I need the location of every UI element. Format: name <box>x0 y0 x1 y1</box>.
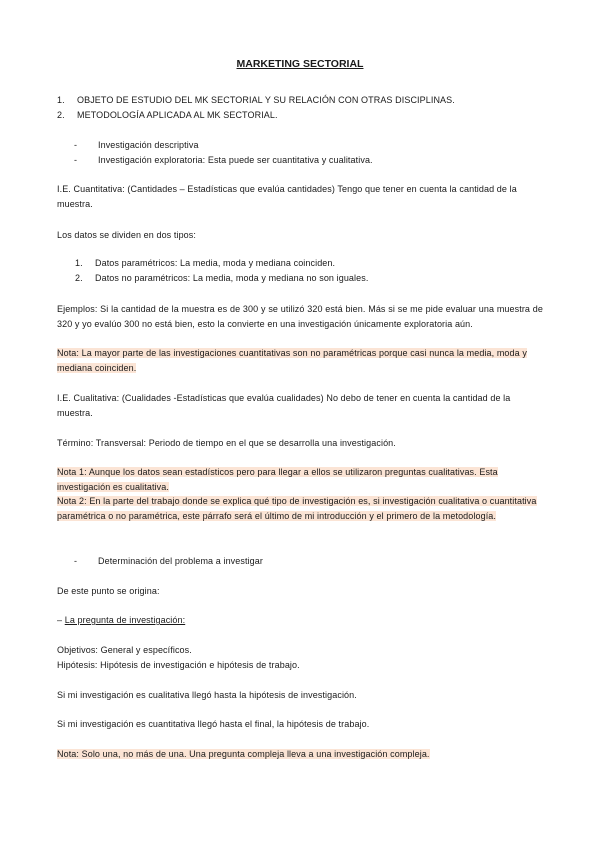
list-item-text: Determinación del problema a investigar <box>98 556 263 566</box>
paragraph-termino: Término: Transversal: Periodo de tiempo en el que se desarrolla una investigación. <box>57 438 396 448</box>
outline-text: METODOLOGÍA APLICADA AL MK SECTORIAL. <box>77 110 278 120</box>
list-item <box>57 271 561 286</box>
subheading-text: La pregunta de investigación: <box>64 615 186 625</box>
subheading-pregunta <box>57 613 543 628</box>
outline-text: OBJETO DE ESTUDIO DEL MK SECTORIAL Y SU RELACIÓN CON OTRAS DISCIPLINAS. <box>77 95 455 105</box>
paragraph-origina: De este punto se origina: <box>57 586 160 596</box>
list-item <box>57 256 561 271</box>
paragraph-objetivos: Objetivos: General y específicos. <box>57 645 192 655</box>
list-item <box>57 138 543 153</box>
outline-number: 1. <box>57 95 65 105</box>
list-item-text: Datos no paramétricos: La media, moda y mediana no son iguales. <box>95 273 369 283</box>
list-number: 1. <box>75 258 83 268</box>
paragraph-si-cualitativa: Si mi investigación es cualitativa llegó hasta la hipótesis de investigación. <box>57 690 357 700</box>
list-item-text: Datos paramétricos: La media, moda y mediana coinciden. <box>95 258 336 268</box>
note-final <box>57 747 543 762</box>
outline-item <box>57 108 543 123</box>
highlighted-note-text: Nota 2: En la parte del trabajo donde se explica qué tipo de investigación es, si investigación cualitativa o cuantitativa paramétrica o no paramétrica, este párrafo será el último de mi introducción y el primero de la metodología. <box>57 496 537 521</box>
note-2 <box>57 494 543 524</box>
highlighted-note-text: Nota: Solo una, no más de una. Una pregunta compleja lleva a una investigación compleja. <box>57 749 430 759</box>
note-1 <box>57 465 543 495</box>
paragraph-hipotesis: Hipótesis: Hipótesis de investigación e hipótesis de trabajo. <box>57 660 300 670</box>
subheading-prefix: – <box>57 615 65 625</box>
page-title: MARKETING SECTORIAL <box>236 58 364 70</box>
list-item-text: Investigación exploratoria: Esta puede ser cuantitativa y cualitativa. <box>98 155 373 165</box>
paragraph-ejemplos: Ejemplos: Si la cantidad de la muestra es de 300 y se utilizó 320 está bien. Más si se me pide evaluar una muestra de 320 y yo evalúo 300 no está bien, esto la convierte en una investigación únicamente exploratoria aún. <box>57 304 543 329</box>
paragraph-si-cuantitativa: Si mi investigación es cuantitativa llegó hasta el final, la hipótesis de trabajo. <box>57 719 370 729</box>
paragraph-datos-intro: Los datos se dividen en dos tipos: <box>57 230 196 240</box>
note-parametricas <box>57 346 543 376</box>
outline-number: 2. <box>57 110 65 120</box>
highlighted-note-text: Nota: La mayor parte de las investigaciones cuantitativas son no paramétricas porque casi nunca la media, moda y mediana coinciden. <box>57 348 527 373</box>
paragraph-ie-cualitativa: I.E. Cualitativa: (Cualidades -Estadísticas que evalúa cualidades) No debo de tener en cuenta la cantidad de la muestra. <box>57 393 511 418</box>
list-item <box>57 554 543 569</box>
list-item <box>57 153 543 168</box>
dash-bullet: - <box>74 155 78 165</box>
dash-bullet: - <box>74 140 78 150</box>
list-item-text: Investigación descriptiva <box>98 140 199 150</box>
outline-item <box>57 93 543 108</box>
dash-bullet: - <box>74 556 78 566</box>
list-number: 2. <box>75 273 83 283</box>
paragraph-ie-cuantitativa: I.E. Cuantitativa: (Cantidades – Estadísticas que evalúa cantidades) Tengo que tener en cuenta la cantidad de la muestra. <box>57 184 517 209</box>
highlighted-note-text: Nota 1: Aunque los datos sean estadísticos pero para llegar a ellos se utilizaron preguntas cualitativas. Esta investigación es cualitativa. <box>57 467 498 492</box>
